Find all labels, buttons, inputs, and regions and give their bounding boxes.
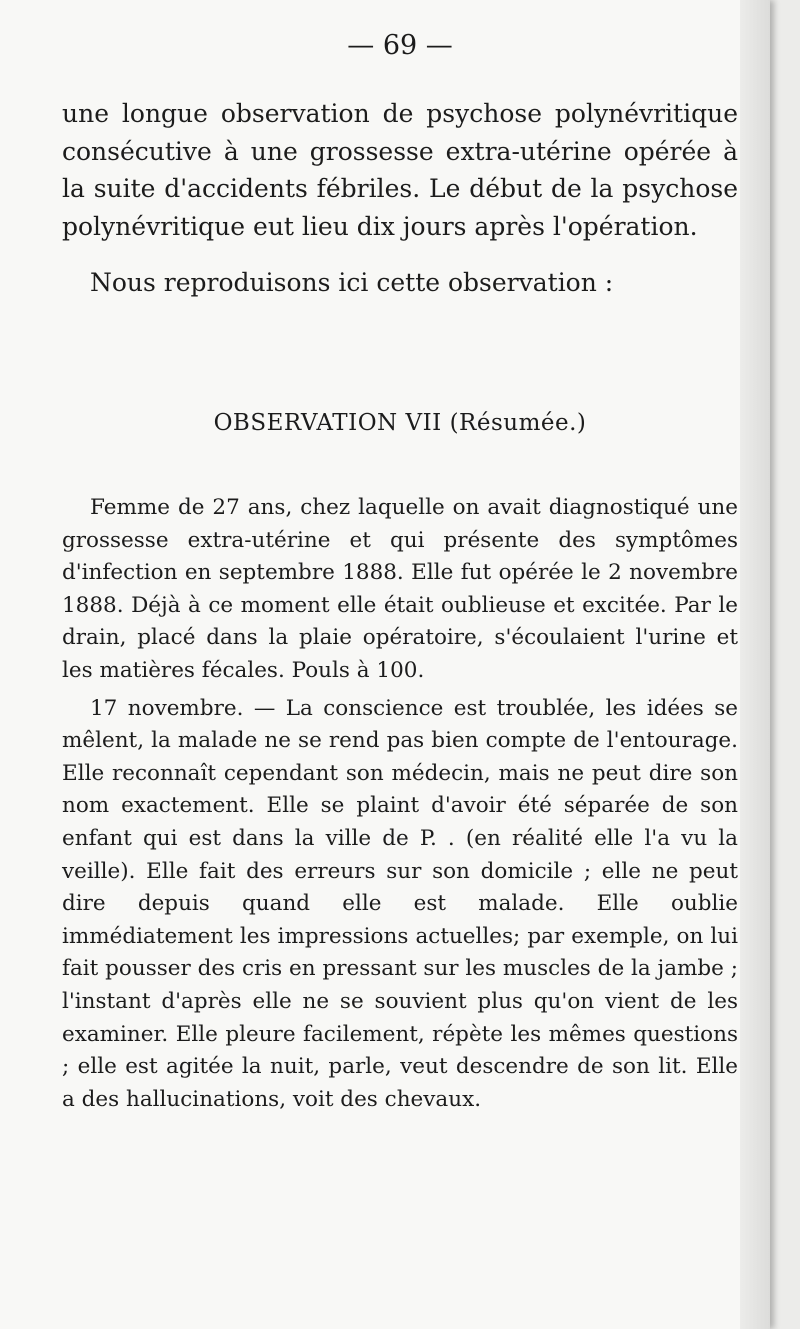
observation-body — [62, 492, 738, 1116]
observation-title: OBSERVATION VII (Résumée.) — [213, 410, 587, 436]
observation-paragraph: 17 novembre. — La conscience est troublée, les idées se mêlent, la malade ne se rend pas bien compte de l'entourage. Elle reconnaît cependant son médecin, mais ne peut dire son nom exactement. Elle se plaint d'avoir été séparée de son enfant qui est dans la ville de P. . (en réalité elle l'a vu la veille). Elle fait des erreurs sur son domicile ; elle ne peut dire depuis quand elle est malade. Elle oublie immédiatement les impressions actuelles; par exemple, on lui fait pousser des cris en pressant sur les muscles de la jambe ; l'instant d'après elle ne se souvient plus qu'on vient de les examiner. Elle pleure facilement, répète les mêmes questions ; elle est agitée la nuit, parle, veut descendre de son lit. Elle a des hallucinations, voit des chevaux. — [62, 695, 738, 1112]
observation-paragraph: Femme de 27 ans, chez laquelle on avait diagnostiqué une grossesse extra-utérine et qui présente des symptômes d'infection en septembre 1888. Elle fut opérée le 2 novembre 1888. Déjà à ce moment elle était oublieuse et excitée. Par le drain, placé dans la plaie opératoire, s'écoulaient l'urine et les matières fécales. Pouls à 100. — [62, 495, 738, 683]
intro-paragraph: une longue observation de psychose polynévritique consécutive à une grossesse extra-utérine opérée à la suite d'accidents fébriles. Le début de la psychose polynévritique eut lieu dix jours après l'opération. — [62, 99, 738, 241]
page-edge-shadow — [740, 0, 770, 1329]
lead-sentence: Nous reproduisons ici cette observation : — [90, 268, 614, 297]
page-number: — 69 — — [347, 30, 453, 61]
